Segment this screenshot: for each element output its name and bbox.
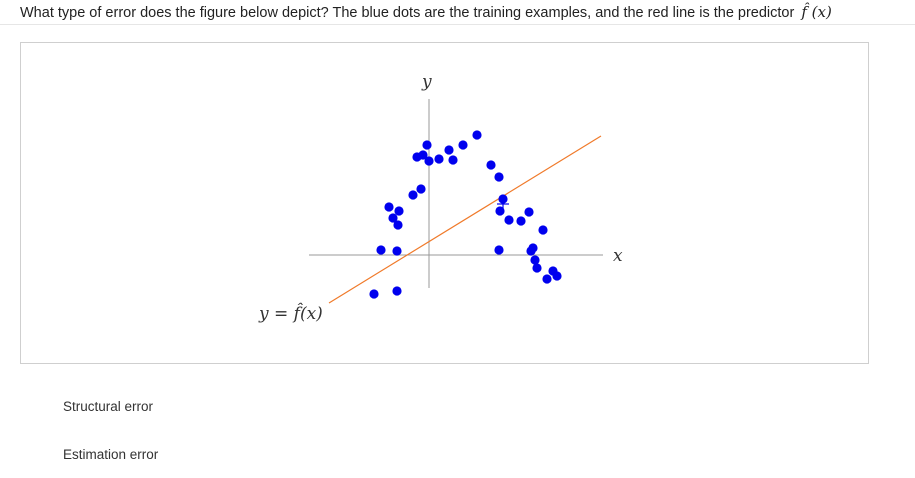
training-point: [494, 172, 503, 181]
training-points: [369, 130, 561, 298]
training-point: [384, 202, 393, 211]
training-point: [412, 152, 421, 161]
training-point: [394, 206, 403, 215]
training-point: [504, 215, 513, 224]
training-point: [524, 207, 533, 216]
training-point: [392, 286, 401, 295]
training-point: [408, 190, 417, 199]
question-body: What type of error does the figure below depict? The blue dots are the training examples, and the red line is the predictor: [20, 5, 795, 21]
training-point: [552, 271, 561, 280]
option-estimation-error[interactable]: Estimation error: [63, 447, 159, 462]
training-point: [494, 245, 503, 254]
training-point: [392, 246, 401, 255]
training-point: [526, 246, 535, 255]
question-text: [20, 3, 832, 21]
training-point: [472, 130, 481, 139]
training-point: [542, 274, 551, 283]
training-point: [376, 245, 385, 254]
scatter-figure: [21, 43, 870, 365]
training-point: [422, 140, 431, 149]
training-point: [486, 160, 495, 169]
option-structural-error[interactable]: Structural error: [63, 399, 154, 414]
predictor-label: y = f̂(x): [259, 304, 323, 324]
x-axis-label: x: [613, 246, 623, 266]
figure-panel: [20, 42, 869, 364]
training-point: [369, 289, 378, 298]
training-point: [458, 140, 467, 149]
training-point: [388, 213, 397, 222]
training-point: [516, 216, 525, 225]
training-point: [538, 225, 547, 234]
training-point: [532, 263, 541, 272]
training-point: [444, 145, 453, 154]
training-point: [448, 155, 457, 164]
predictor-symbol: f̂ (x): [801, 3, 832, 21]
training-point: [530, 255, 539, 264]
training-point: [434, 154, 443, 163]
y-axis-label: y: [422, 72, 432, 92]
header-divider: [0, 24, 915, 25]
training-point: [416, 184, 425, 193]
training-point: [424, 156, 433, 165]
